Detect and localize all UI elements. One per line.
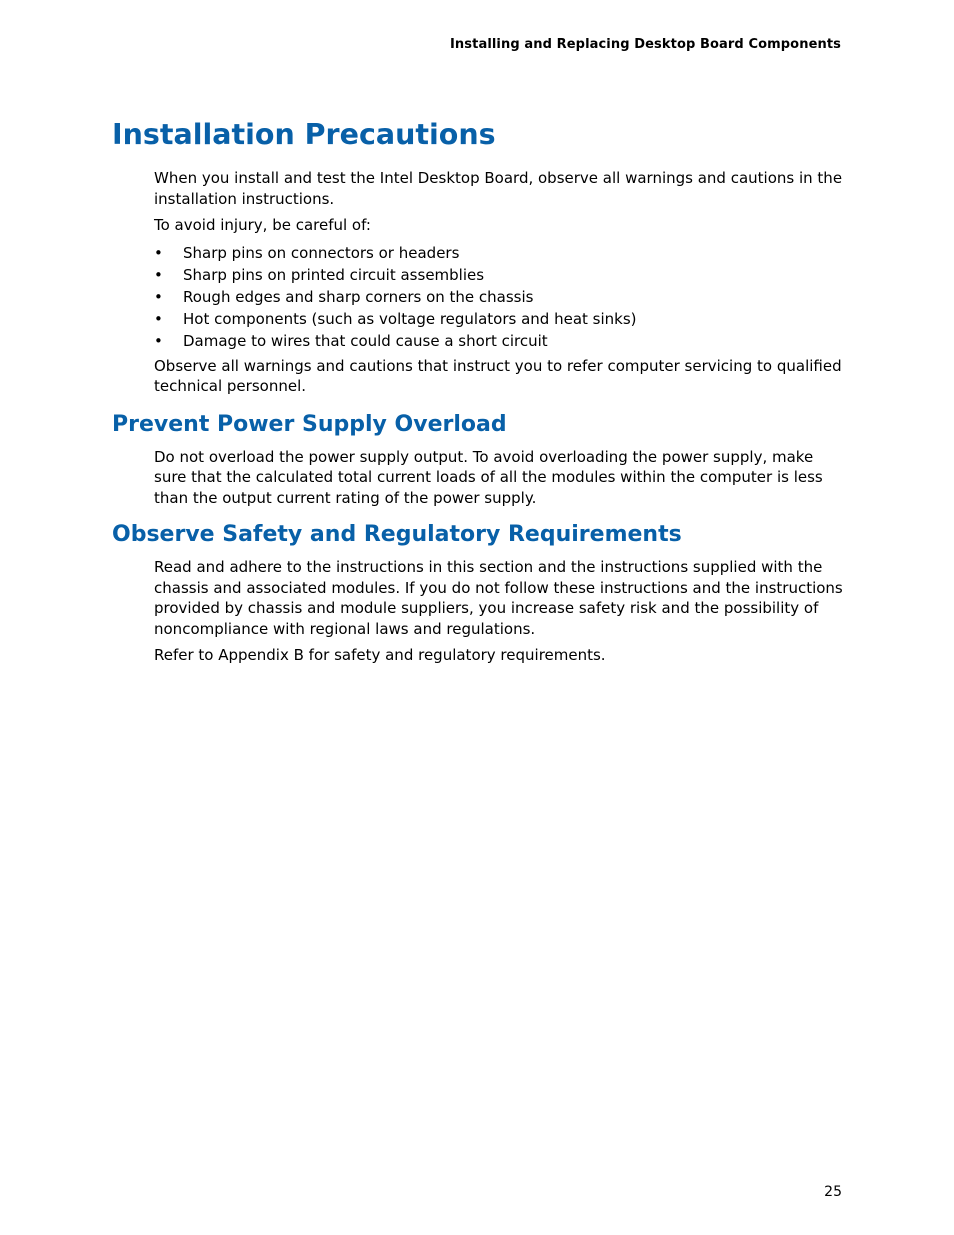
list-item-text: Sharp pins on printed circuit assemblies	[183, 265, 485, 284]
running-header: Installing and Replacing Desktop Board Components	[450, 37, 841, 52]
list-item	[154, 286, 847, 308]
bullet-icon: •	[154, 331, 163, 350]
safety-paragraph: Read and adhere to the instructions in this section and the instructions supplied with the chassis and associated modules. If you do not follow these instructions and the instructions provided by chassis and module suppliers, you increase safety risk and the possibility of noncompliance with regional laws and regulations.	[154, 558, 843, 638]
page-number: 25	[824, 1184, 842, 1200]
hazard-list	[154, 242, 847, 352]
page-title: Installation Precautions	[112, 118, 496, 151]
bullet-icon: •	[154, 265, 163, 284]
power-supply-paragraph: Do not overload the power supply output. To avoid overloading the power supply, make sure that the calculated total current loads of all the modules within the computer is less than the output current rating of the power supply.	[154, 447, 823, 507]
bullet-icon: •	[154, 243, 163, 262]
intro-paragraph: When you install and test the Intel Desktop Board, observe all warnings and cautions in the installation instructions.	[154, 169, 843, 208]
bullet-icon: •	[154, 309, 163, 328]
appendix-reference: Refer to Appendix B for safety and regulatory requirements.	[154, 646, 606, 664]
closing-paragraph: Observe all warnings and cautions that instruct you to refer computer servicing to qualified technical personnel.	[154, 356, 842, 395]
list-item	[154, 242, 847, 264]
list-item-text: Sharp pins on connectors or headers	[183, 243, 460, 262]
list-item-text: Damage to wires that could cause a short circuit	[183, 331, 548, 350]
list-item-text: Hot components (such as voltage regulators and heat sinks)	[183, 309, 637, 328]
list-item	[154, 308, 847, 330]
page-content	[112, 114, 847, 672]
section-power-supply	[112, 410, 847, 509]
safety-body	[154, 557, 847, 666]
list-item	[154, 330, 847, 352]
list-item	[154, 264, 847, 286]
bullet-icon: •	[154, 287, 163, 306]
section-heading-power-supply: Prevent Power Supply Overload	[112, 411, 507, 437]
installation-precautions-body	[154, 168, 847, 397]
section-safety	[112, 520, 847, 666]
section-installation-precautions	[112, 114, 847, 397]
list-intro-paragraph: To avoid injury, be careful of:	[154, 216, 371, 234]
list-item-text: Rough edges and sharp corners on the chassis	[183, 287, 534, 306]
power-supply-body	[154, 447, 847, 509]
section-heading-safety: Observe Safety and Regulatory Requirements	[112, 522, 682, 547]
